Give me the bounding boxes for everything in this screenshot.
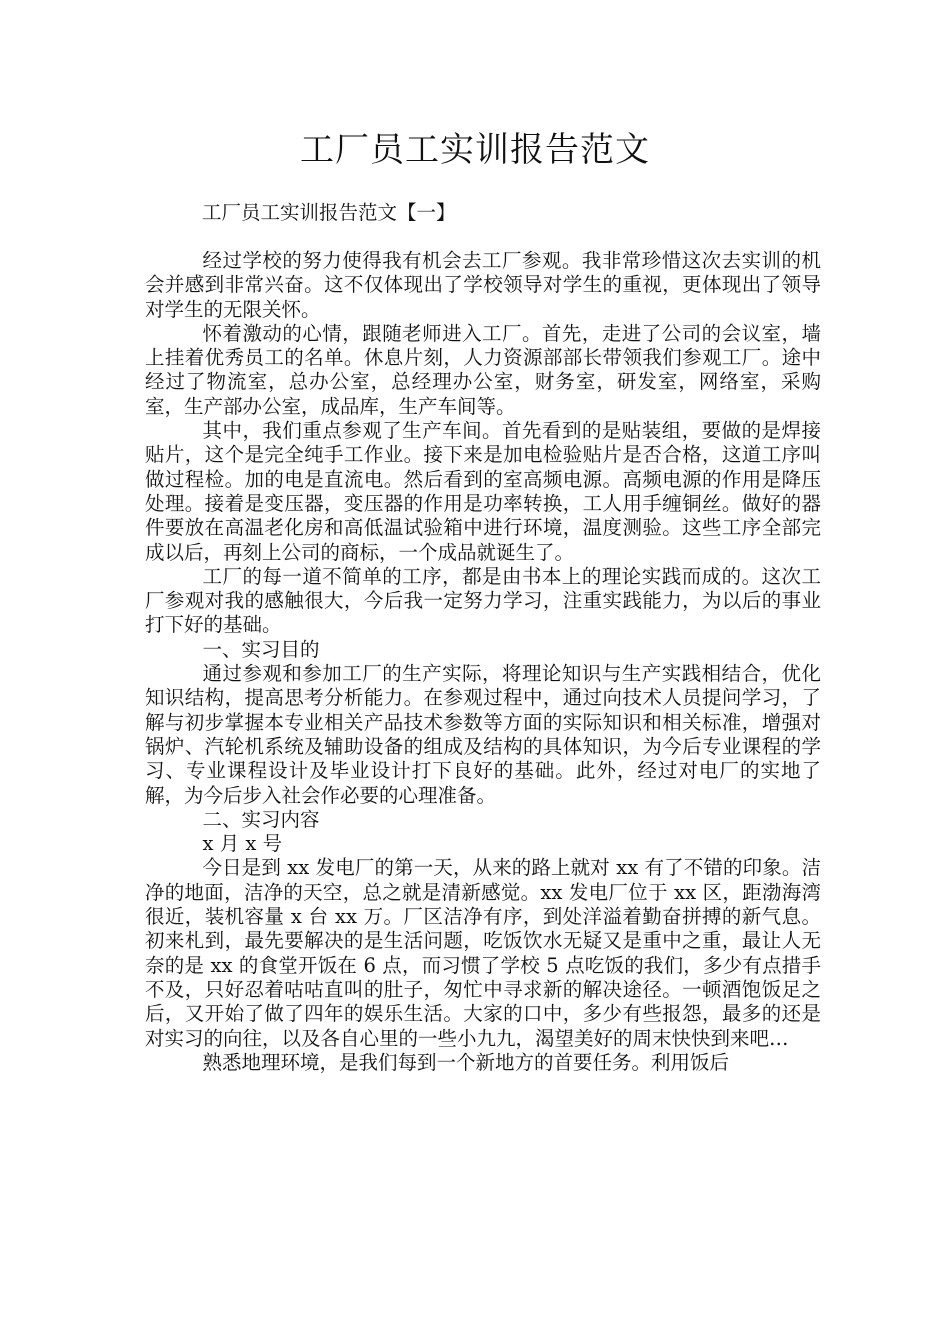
paragraph-factory-visit: 怀着激动的心情，跟随老师进入工厂。首先，走进了公司的会议室，墙上挂着优秀员工的名单。休息片刻，人力资源部部长带领我们参观工厂。途中经过了物流室，总办公室，总经理办公室，财务室，研发室，网络室，采购室，生产部办公室，成品库，生产车间等。 [145,321,821,418]
paragraph-reflection: 工厂的每一道不简单的工序，都是由书本上的理论实践而成的。这次工厂参观对我的感触很大，今后我一定努力学习，注重实践能力，为以后的事业打下好的基础。 [145,564,821,637]
paragraph-workshop: 其中，我们重点参观了生产车间。首先看到的是贴装组，要做的是焊接贴片，这个是完全纯手工作业。接下来是加电检验贴片是否合格，这道工序叫做过程检。加的电是直流电。然后看到的室高频电源。高频电源的作用是降压处理。接着是变压器，变压器的作用是功率转换，工人用手缠铜丝。做好的器件要放在高温老化房和高低温试验箱中进行环境，温度测验。这些工序全部完成以后，再刻上公司的商标，一个成品就诞生了。 [145,419,821,564]
document-body [145,249,821,1075]
paragraph-intro: 经过学校的努力使得我有机会去工厂参观。我非常珍惜这次去实训的机会并感到非常兴奋。这不仅体现出了学校领导对学生的重视，更体现出了领导对学生的无限关怀。 [145,249,821,321]
section-heading-content: 二、实习内容 [202,807,320,831]
document-subtitle: 工厂员工实训报告范文【一】 [202,201,456,224]
section-heading-purpose: 一、实习目的 [202,637,320,661]
paragraph-environment: 熟悉地理环境，是我们每到一个新地方的首要任务。利用饭后 [202,1050,730,1074]
document-title: 工厂员工实训报告范文 [300,130,650,170]
paragraph-purpose: 通过参观和参加工厂的生产实际，将理论知识与生产实践相结合，优化知识结构，提高思考分析能力。在参观过程中，通过向技术人员提问学习，了解与初步掌握本专业相关产品技术参数等方面的实际知识和相关标准，增强对锅炉、汽轮机系统及辅助设备的组成及结构的具体知识，为今后专业课程的学习、专业课程设计及毕业设计打下良好的基础。此外，经过对电厂的实地了解，为今后步入社会作必要的心理准备。 [145,662,821,807]
date-heading: x 月 x 号 [202,832,283,856]
paragraph-first-day: 今日是到 xx 发电厂的第一天，从来的路上就对 xx 有了不错的印象。洁净的地面，洁净的天空，总之就是清新感觉。xx 发电厂位于 xx 区，距渤海湾很近，装机容量 x 台 xx 万。厂区洁净有序，到处洋溢着勤奋拼搏的新气息。初来札到，最先要解决的是生活问题，吃饭饮水无疑又是重中之重，最让人无奈的是 xx 的食堂开饭在 6 点，而习惯了学校 5 点吃饭的我们，多少有点措手不及，只好忍着咕咕直叫的肚子，匆忙中寻求新的解决途径。一顿酒饱饭足之后，又开始了做了四年的娱乐生活。大家的口中，多少有些报怨，最多的还是对实习的向往，以及各自心里的一些小九九，渴望美好的周末快快到来吧… [145,856,821,1050]
